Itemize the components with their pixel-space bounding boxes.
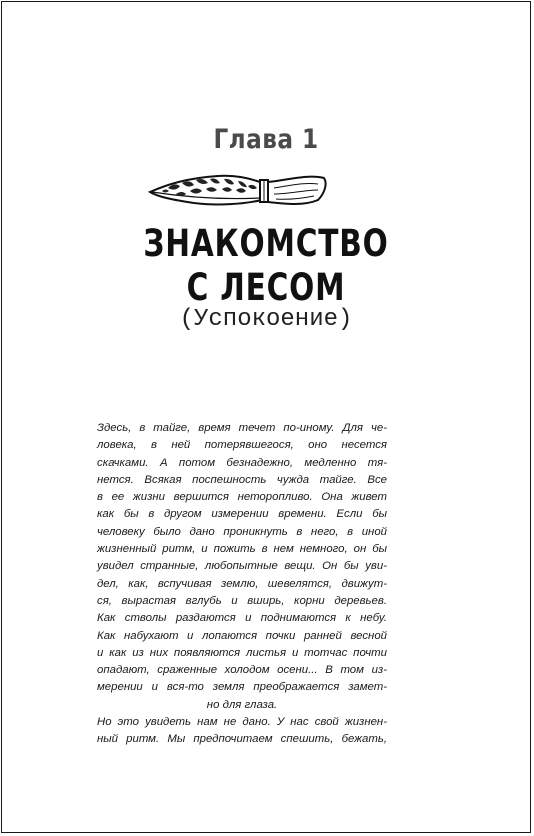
chapter-label: Глава 1 [213,124,319,155]
chapter-title-line-2: С ЛЕСОМ [186,266,346,309]
chapter-subtitle: (Успокоение) [179,306,353,333]
text-line: нется. Всякая поспешность чужда тайге. Все [97,473,387,486]
text-line: скачками. А потом безнадежно, медленно тя- [97,456,387,469]
knife-icon [148,170,328,216]
text-line: ный ритм. Мы предпочитаем спешить, бежать, [97,733,387,746]
text-line: ловека, в ней потерявшегося, оно несется [97,439,387,452]
text-line: как бы в другом измерении времени. Если бы [97,508,387,521]
text-line: опадают, сраженные холодом осени... В том из- [97,664,387,677]
text-line: жизненный ритм, и пожить в нем немного, он бы [97,543,387,556]
chapter-title-line-1: ЗНАКОМСТВО [143,222,389,265]
text-line: и как из них появляются листья и тотчас почти [97,646,387,659]
text-line: ся, вырастая вглубь и вширь, корни деревьев. [97,594,387,607]
text-line: мерении и вся-то земля преображается замет- [97,681,387,694]
body-text [97,420,387,749]
text-line: увидел странные, любопытные вещи. Он бы уви- [97,560,387,573]
text-line: Но это увидеть нам не дано. У нас свой жизнен- [97,716,387,729]
book-page [1,1,531,833]
text-line: Как стволы раздаются и поднимаются к небу. [97,612,387,625]
text-line: Здесь, в тайге, время течет по-иному. Для че- [97,422,387,434]
text-line: человеку было дано проникнуть в него, в иной [97,525,387,538]
text-line: Как набухают и лопаются почки ранней весной [97,629,387,642]
text-line: но для глаза. [206,698,278,711]
text-line: в ее жизни вершится неторопливо. Она живет [97,491,387,504]
text-line: дел, как, вспучивая землю, шевелятся, движут- [97,577,387,590]
